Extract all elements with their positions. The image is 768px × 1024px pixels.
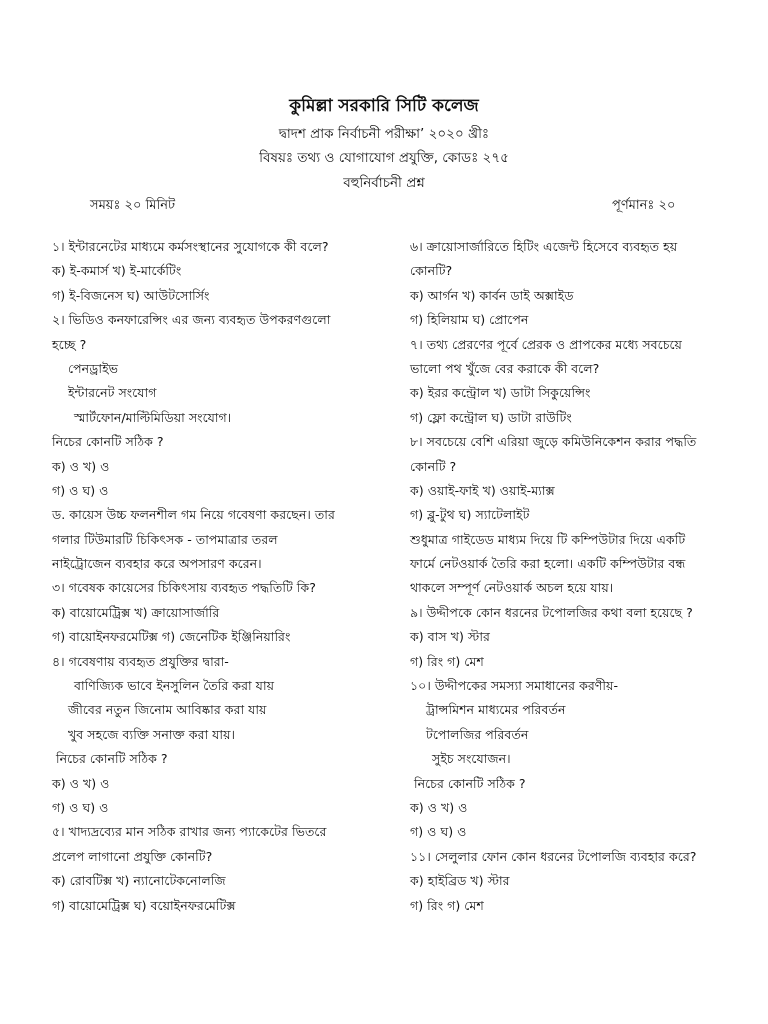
answer-options: ক) ও খ) ও [52, 458, 110, 474]
which-correct: নিচের কোনটি সঠিক ? [414, 775, 526, 791]
question-7-cont: ভালো পথ খুঁজে বের করাকে কী বলে? [410, 360, 600, 376]
which-correct: নিচের কোনটি সঠিক ? [56, 751, 168, 767]
question-7: ৭। তথ্য প্রেরণের পূর্বে প্রেরক ও প্রাপকের মধ্যে সবচেয়ে [410, 336, 682, 352]
question-9-options-a: ক) বাস খ) স্টার [410, 629, 490, 645]
question-7-options-a: ক) ইরর কন্ট্রোল খ) ডাটা সিকুয়েন্সিং [410, 385, 591, 401]
question-5-options-b: গ) বায়োমেট্রিক্স ঘ) বয়োইনফরমেটিক্স [52, 897, 236, 913]
statement-item: ইন্টারনেট সংযোগ [68, 385, 157, 401]
question-5-cont: প্রলেপ লাগানো প্রযুক্তি কোনটি? [52, 848, 213, 864]
statement-item: জীবের নতুন জিনোম আবিষ্কার করা যায় [68, 702, 267, 718]
question-6-options-b: গ) হিলিয়াম ঘ) প্রোপেন [410, 312, 529, 328]
question-5: ৫। খাদ্যদ্রব্যের মান সঠিক রাখার জন্য প্যাকেটের ভিতরে [52, 824, 327, 840]
question-8-options-a: ক) ওয়াই-ফাই খ) ওয়াই-ম্যাক্স [410, 482, 555, 498]
which-correct: নিচের কোনটি সঠিক ? [52, 434, 164, 450]
question-10: ১০। উদ্দীপকের সমস্যা সমাধানের করণীয়- [410, 678, 618, 694]
left-column [52, 235, 382, 918]
question-11-options-a: ক) হাইব্রিড খ) স্টার [410, 873, 510, 889]
question-6-options-a: ক) আর্গন খ) কার্বন ডাই অক্সাইড [410, 287, 574, 303]
question-5-options-a: ক) রোবটিক্স খ) ন্যানোটেকনোলজি [52, 873, 226, 889]
stimulus-text: নাইট্রোজেন ব্যবহার করে অপসারণ করেন। [52, 556, 262, 572]
question-1-options-a: ক) ই-কমার্স খ) ই-মার্কেটিং [52, 263, 182, 279]
question-2-cont: হচ্ছে ? [52, 336, 87, 352]
college-title: কুমিল্লা সরকারি সিটি কলেজ [289, 96, 479, 116]
question-9-options-b: গ) রিং গ) মেশ [410, 653, 484, 669]
question-1-options-b: গ) ই-বিজনেস ঘ) আউটসোর্সিং [52, 287, 210, 303]
stimulus-text: গলার টিউমারটি চিকিৎসক - তাপমাত্রার তরল [52, 531, 278, 547]
statement-item: বাণিজ্যিক ভাবে ইনসুলিন তৈরি করা যায় [74, 678, 275, 694]
question-6: ৬। ক্রায়োসার্জারিতে হিটিং এজেন্ট হিসেবে ব্যবহৃত হয় [410, 239, 678, 254]
question-7-options-b: গ) ফ্লো কন্ট্রোল ঘ) ডাটা রাউটিং [410, 409, 572, 425]
answer-options: গ) ও ঘ) ও [52, 799, 109, 815]
stimulus-text: ফার্মে নেটওয়ার্ক তৈরি করা হলো। একটি কম্পিউটার বন্ধ [410, 556, 686, 572]
question-3-options-b: গ) বায়োইনফরমেটিক্স গ) জেনেটিক ইঞ্জিনিয়ারিং [52, 629, 291, 645]
question-8-cont: কোনটি ? [410, 458, 457, 474]
question-8: ৮। সবচেয়ে বেশি এরিয়া জুড়ে কমিউনিকেশন করার পদ্ধতি [410, 434, 697, 450]
question-11-options-b: গ) রিং গ) মেশ [410, 897, 484, 913]
answer-options: গ) ও ঘ) ও [52, 482, 109, 498]
exam-title: দ্বাদশ প্রাক নির্বাচনী পরীক্ষা’ ২০২০ খ্রীঃ [278, 126, 490, 142]
right-column [410, 235, 735, 918]
answer-options: ক) ও খ) ও [52, 775, 110, 791]
statement-item: ট্রান্সমিশন মাধ্যমের পরিবর্তন [426, 702, 566, 718]
question-8-options-b: গ) ব্লু-টুথ ঘ) স্যাটেলাইট [410, 507, 530, 523]
time-label: সময়ঃ ২০ মিনিট [90, 198, 176, 213]
answer-options: গ) ও ঘ) ও [410, 824, 467, 840]
statement-item: সুইচ সংযোজন। [432, 751, 511, 767]
question-2: ২। ভিডিও কনফারেন্সিং এর জন্য ব্যবহৃত উপকরণগুলো [52, 312, 331, 328]
question-3-options-a: ক) বায়োমেট্রিক্স খ) ক্রায়োসার্জারি [52, 604, 220, 620]
statement-item: পেনড্রাইভ [68, 360, 118, 376]
question-1: ১। ইন্টারনেটের মাধ্যমে কর্মসংস্থানের সুযোগকে কী বলে? [52, 239, 329, 254]
full-marks-label: পূর্ণমানঃ ২০ [612, 198, 676, 213]
statement-item: খুব সহজে ব্যক্তি সনাক্ত করা যায়। [68, 726, 235, 742]
statement-item: স্মার্টফোন/মাল্টিমিডিয়া সংযোগ। [74, 409, 232, 425]
statement-item: টপোলজির পরিবর্তন [426, 726, 529, 742]
stimulus-text: থাকলে সম্পূর্ণ নেটওয়ার্ক অচল হয়ে যায়। [410, 580, 614, 596]
question-6-cont: কোনটি? [410, 263, 453, 279]
section-title: বহুনির্বাচনী প্রশ্ন [343, 175, 425, 191]
stimulus-text: শুধুমাত্র গাইডেড মাধ্যম দিয়ে টি কম্পিউটার দিয়ে একটি [410, 531, 686, 547]
question-9: ৯। উদ্দীপকে কোন ধরনের টপোলজির কথা বলা হয়েছে ? [410, 604, 693, 620]
question-3: ৩। গবেষক কায়েসের চিকিৎসায় ব্যবহৃত পদ্ধতিটি কি? [52, 580, 316, 596]
question-11: ১১। সেলুলার ফোন কোন ধরনের টপোলজি ব্যবহার করে? [410, 848, 697, 864]
stimulus-text: ড. কায়েস উচ্চ ফলনশীল গম নিয়ে গবেষণা করছেন। তার [52, 507, 335, 523]
subject-line: বিষয়ঃ তথ্য ও যোগাযোগ প্রযুক্তি, কোডঃ ২৭৫ [259, 150, 509, 166]
answer-options: ক) ও খ) ও [410, 799, 468, 815]
question-4: ৪। গবেষণায় ব্যবহৃত প্রযুক্তির দ্বারা- [52, 653, 229, 669]
